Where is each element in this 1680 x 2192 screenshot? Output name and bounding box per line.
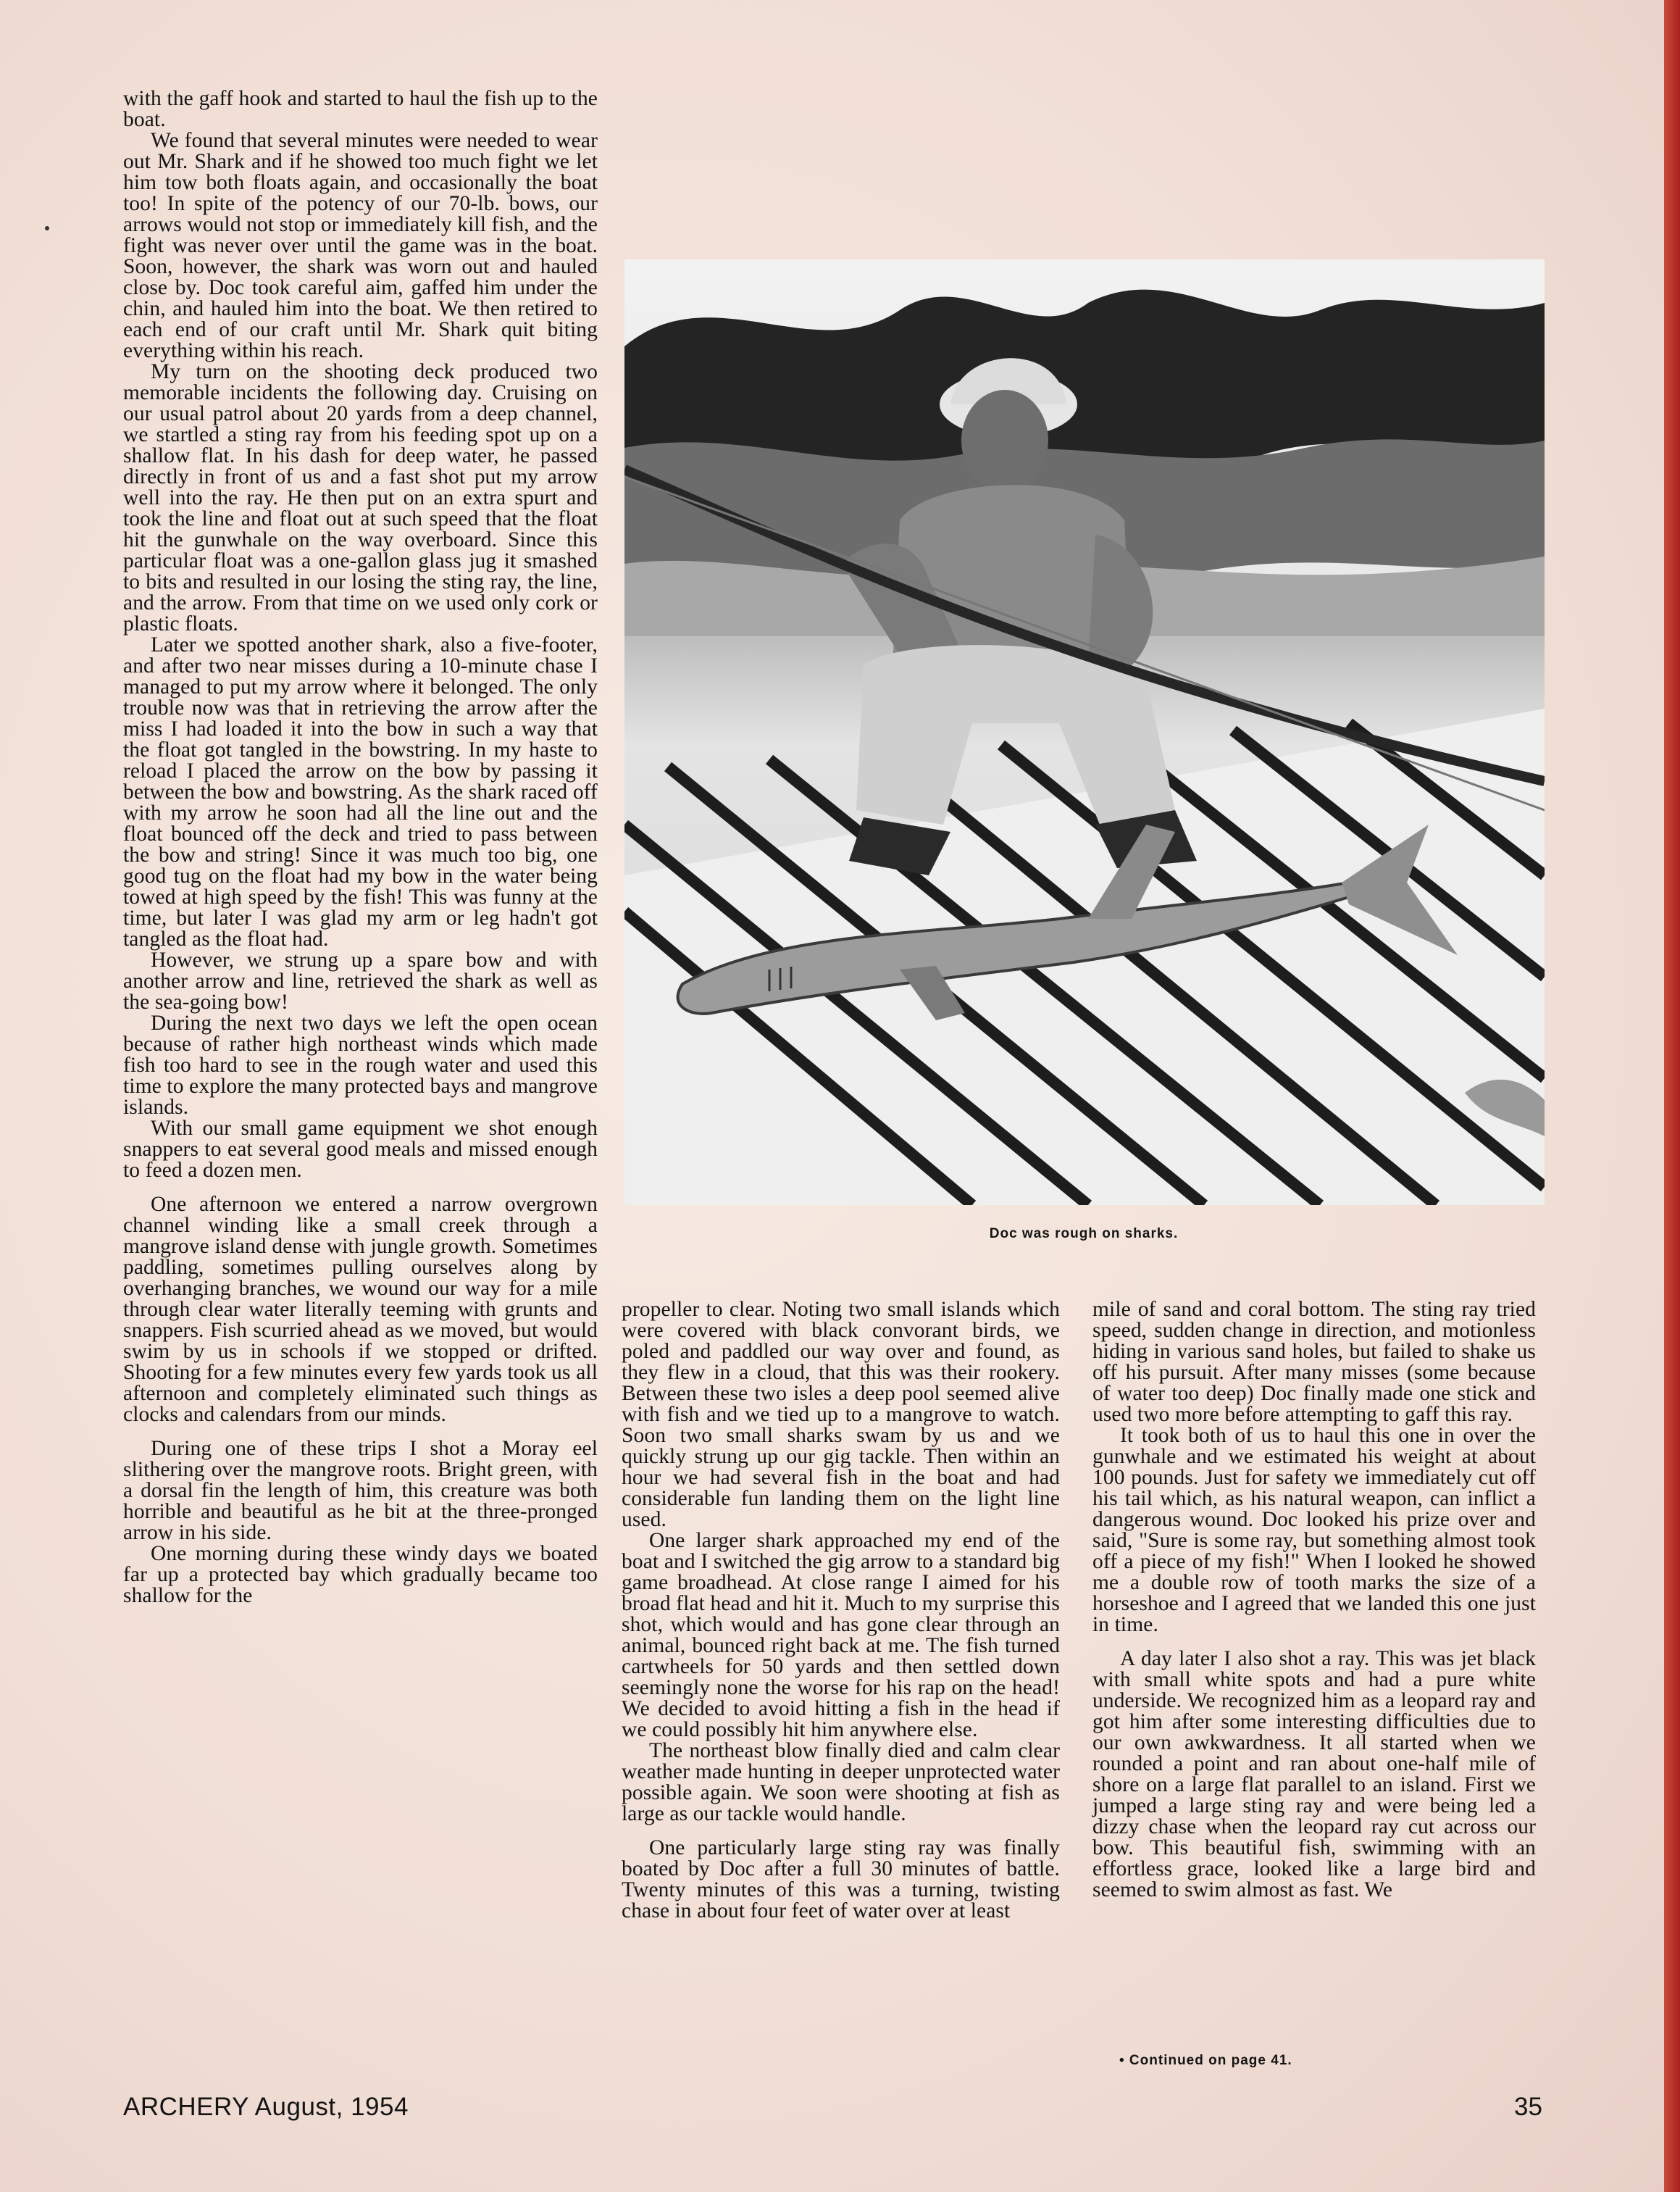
continued-notice: • Continued on page 41. (1119, 2053, 1292, 2068)
paragraph: During one of these trips I shot a Moray eel slithering over the mangrove roots. Bright green, with a dorsal fin the length of him, this creature was both horrible and beautiful as he bit at the three-pronged arrow in his side. (123, 1437, 598, 1544)
paragraph: We found that several minutes were needed to wear out Mr. Shark and if he showed too much fight we let him tow both floats again, and occasionally the boat too! In spite of the potency of our 70-lb. bows, our arrows would not stop or immediately kill fish, and the fight was never over until the game was in the boat. Soon, however, the shark was worn out and hauled close by. Doc took careful aim, gaffed him under the chin, and hauled him into the boat. We then retired to each end of our craft until Mr. Shark quit biting everything within his reach. (123, 129, 598, 362)
paragraph: with the gaff hook and started to haul the fish up to the boat. (123, 87, 598, 131)
paragraph: One morning during these windy days we boated far up a protected bay which gradually became too shallow for the (123, 1542, 598, 1607)
shark-photo (624, 259, 1545, 1205)
paragraph: However, we strung up a spare bow and with another arrow and line, retrieved the shark as well as the sea-going bow! (123, 949, 598, 1014)
publication-footer: ARCHERY August, 1954 (123, 2093, 409, 2121)
article-column-2 (622, 1299, 1060, 1922)
print-speck (45, 226, 49, 230)
paragraph: The northeast blow finally died and calm clear weather made hunting in deeper unprotected water possible again. We soon were shooting at fish as large as our tackle would handle. (622, 1739, 1060, 1825)
paragraph: mile of sand and coral bottom. The sting ray tried speed, sudden change in direction, and motionless hiding in various sand holes, but failed to shake us off his pursuit. After many misses (some because of water too deep) Doc finally made one stick and used two more before attempting to gaff this ray. (1092, 1298, 1536, 1426)
paragraph: One larger shark approached my end of the boat and I switched the gig arrow to a standard big game broadhead. At close range I aimed for his broad flat head and hit it. Much to my surprise this shot, which would and has gone clear through an animal, bounced right back at me. The fish turned cartwheels for 50 yards and then settled down seemingly none the worse for his rap on the head! We decided to avoid hitting a fish in the head if we could possibly hit him anywhere else. (622, 1529, 1060, 1741)
paragraph: One afternoon we entered a narrow overgrown channel winding like a small creek through a mangrove island dense with jungle growth. Sometimes paddling, sometimes pulling ourselves along by overhanging branches, we wound our way for a mile through clear water literally teeming with grunts and snappers. Fish scurried ahead as we moved, but would swim by us in schools if we stopped or drifted. Shooting for a few minutes every few yards took us all afternoon and completely eliminated such things as clocks and calendars from our minds. (123, 1193, 598, 1426)
paragraph: My turn on the shooting deck produced two memorable incidents the following day. Cruising on our usual patrol about 20 yards from a deep channel, we startled a sting ray from his feeding spot up on a shallow flat. In his dash for deep water, he passed directly in front of us and a fast shot put my arrow well into the ray. He then put on an extra spurt and took the line and float out at such speed that the float hit the gunwhale on the way overboard. Since this particular float was a one-gallon glass jug it smashed to bits and resulted in our losing the sting ray, the line, and the arrow. From that time on we used only cork or plastic floats. (123, 360, 598, 635)
paragraph: With our small game equipment we shot enough snappers to eat several good meals and missed enough to feed a dozen men. (123, 1117, 598, 1182)
paragraph: A day later I also shot a ray. This was jet black with small white spots and had a pure white underside. We recognized him as a leopard ray and got him after some interesting difficulties due to our own awkwardness. It all started when we rounded a point and ran about one-half mile of shore on a large flat parallel to an island. First we jumped a large sting ray and were being led a dizzy chase when the leopard ray cut across our bow. This beautiful fish, swimming with an effortless grace, looked like a large bird and seemed to swim almost as fast. We (1092, 1647, 1536, 1901)
page-number: 35 (1514, 2093, 1542, 2121)
article-column-1 (123, 88, 598, 1607)
cover-edge (1664, 0, 1680, 2192)
photo-illustration (624, 259, 1545, 1205)
article-column-3 (1092, 1299, 1536, 1901)
paragraph: It took both of us to haul this one in over the gunwhale and we estimated his weight at about 100 pounds. Just for safety we immediately cut off his tail which, as his natural weapon, can inflict a dangerous wound. Doc looked his prize over and said, "Sure is some ray, but something almost took off a piece of my fish!" When I looked he showed me a double row of tooth marks the size of a horseshoe and I agreed that we landed this one just in time. (1092, 1424, 1536, 1636)
photo-caption: Doc was rough on sharks. (989, 1226, 1179, 1241)
paragraph: One particularly large sting ray was finally boated by Doc after a full 30 minutes of battle. Twenty minutes of this was a turning, twisting chase in about four feet of water over at least (622, 1836, 1060, 1922)
paragraph: propeller to clear. Noting two small islands which were covered with black convorant birds, we poled and paddled our way over and found, as they flew in a cloud, that this was their rookery. Between these two isles a deep pool seemed alive with fish and we tied up to a mangrove to watch. Soon two small sharks swam by us and we quickly strung up our gig tackle. Then within an hour we had several fish in the boat and had considerable fun landing them on the light line used. (622, 1298, 1060, 1531)
paragraph: During the next two days we left the open ocean because of rather high northeast winds which made fish too hard to see in the rough water and used this time to explore the many protected bays and mangrove islands. (123, 1012, 598, 1119)
paragraph: Later we spotted another shark, also a five-footer, and after two near misses during a 10-minute chase I managed to put my arrow where it belonged. The only trouble now was that in retrieving the arrow after the miss I had loaded it into the bow in such a way that the float got tangled in the bowstring. In my haste to reload I placed the arrow on the bow by passing it between the bow and bowstring. As the shark raced off with my arrow he soon had all the line out and the float bounced off the deck and tried to pass between the bow and string! Since it was much too big, one good tug on the float had my bow in the water being towed at high speed by the fish! This was funny at the time, but later I was glad my arm or leg hadn't got tangled as the float had. (123, 633, 598, 951)
